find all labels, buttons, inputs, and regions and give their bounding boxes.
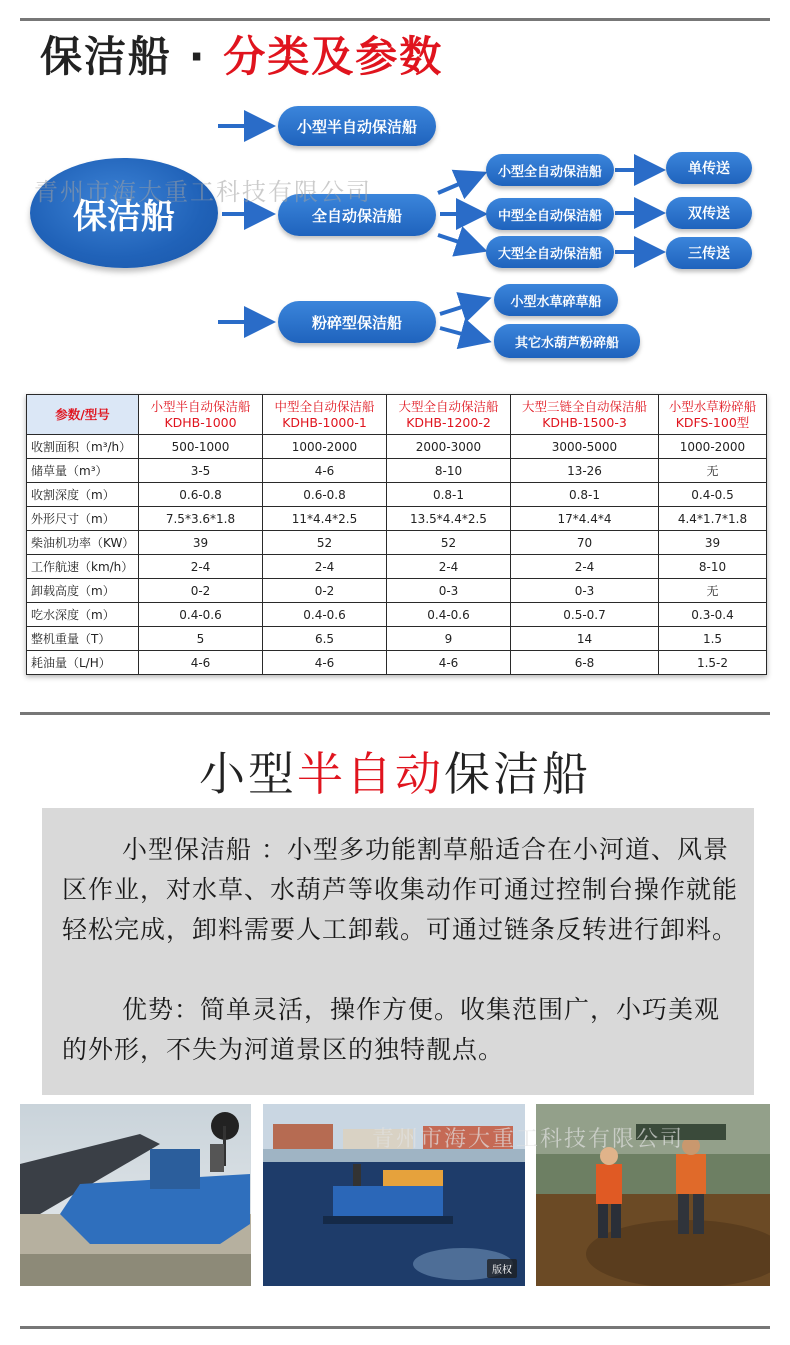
arrow-to-full-large xyxy=(438,235,480,249)
description-paragraph-1: 小型保洁船 ：小型多功能割草船适合在小河道、风景区作业，对水草、水葫芦等收集动作可通过控制台操作就能轻松完成，卸料需要人工卸载。可通过链条反转进行卸料。 xyxy=(62,835,739,944)
table-cell: 6-8 xyxy=(511,651,659,675)
table-cell: 4-6 xyxy=(263,651,387,675)
photo-boat-on-land xyxy=(20,1104,251,1286)
node-full-mid: 中型全自动保洁船 xyxy=(486,198,614,230)
title-red-part: 分类及参数 xyxy=(223,32,444,81)
table-cell: 2000-3000 xyxy=(387,435,511,459)
table-cell: 4.4*1.7*1.8 xyxy=(659,507,767,531)
watermark-photos: 青州市海大重工科技有限公司 xyxy=(372,1127,685,1152)
table-cell: 39 xyxy=(139,531,263,555)
row-param-label: 工作航速（km/h） xyxy=(27,555,139,579)
title-black-part: 保洁船 · xyxy=(40,32,224,81)
arrow-to-crush-other xyxy=(440,328,484,340)
table-cell: 13-26 xyxy=(511,459,659,483)
table-cell: 7.5*3.6*1.8 xyxy=(139,507,263,531)
column-header: 中型全自动保洁船 KDHB-1000-1 xyxy=(263,395,387,435)
table-row xyxy=(27,579,767,603)
table-cell: 4-6 xyxy=(263,459,387,483)
table-row xyxy=(27,627,767,651)
table-row xyxy=(27,531,767,555)
title2-red-part: 半自动 xyxy=(297,747,444,801)
table-cell: 2-4 xyxy=(387,555,511,579)
table-cell: 11*4.4*2.5 xyxy=(263,507,387,531)
table-cell: 13.5*4.4*2.5 xyxy=(387,507,511,531)
table-cell: 5 xyxy=(139,627,263,651)
table-body xyxy=(27,435,767,675)
node-semi-auto: 小型半自动保洁船 xyxy=(278,106,436,146)
node-crush-small: 小型水草碎草船 xyxy=(494,284,618,316)
column-header: 小型水草粉碎船 KDFS-100型 xyxy=(659,395,767,435)
watermark-diagram: 青州市海大重工科技有限公司 xyxy=(34,178,372,206)
node-crusher: 粉碎型保洁船 xyxy=(278,301,436,343)
table-cell: 0.4-0.5 xyxy=(659,483,767,507)
table-cell: 0.8-1 xyxy=(387,483,511,507)
table-header-row xyxy=(27,395,767,435)
table-cell: 70 xyxy=(511,531,659,555)
table-cell: 2-4 xyxy=(139,555,263,579)
table-cell: 39 xyxy=(659,531,767,555)
table-cell: 3000-5000 xyxy=(511,435,659,459)
table-row xyxy=(27,603,767,627)
table-cell: 8-10 xyxy=(659,555,767,579)
node-triple: 三传送 xyxy=(666,237,752,269)
table-cell: 0.6-0.8 xyxy=(139,483,263,507)
table-row xyxy=(27,459,767,483)
table-cell: 17*4.4*4 xyxy=(511,507,659,531)
arrow-to-crush-small xyxy=(440,300,484,314)
node-crush-other: 其它水葫芦粉碎船 xyxy=(494,324,640,358)
table-cell: 0-3 xyxy=(387,579,511,603)
title2-part-b: 保洁船 xyxy=(444,747,591,801)
table-cell: 1000-2000 xyxy=(659,435,767,459)
row-param-label: 外形尺寸（m） xyxy=(27,507,139,531)
table-row xyxy=(27,483,767,507)
table-cell: 1000-2000 xyxy=(263,435,387,459)
table-cell: 3-5 xyxy=(139,459,263,483)
row-param-label: 卸载高度（m） xyxy=(27,579,139,603)
table-cell: 52 xyxy=(263,531,387,555)
table-cell: 9 xyxy=(387,627,511,651)
description-box xyxy=(42,808,754,1095)
table-cell: 1.5-2 xyxy=(659,651,767,675)
top-divider xyxy=(20,18,770,21)
section-title-semi-auto xyxy=(0,738,790,804)
table-cell: 0-3 xyxy=(511,579,659,603)
table-cell: 1.5 xyxy=(659,627,767,651)
row-param-label: 柴油机功率（KW） xyxy=(27,531,139,555)
table-cell: 0-2 xyxy=(139,579,263,603)
node-single: 单传送 xyxy=(666,152,752,184)
table-cell: 无 xyxy=(659,579,767,603)
table-cell: 4-6 xyxy=(387,651,511,675)
table-corner-cell: 参数/型号 xyxy=(27,395,139,435)
table-cell: 无 xyxy=(659,459,767,483)
row-param-label: 收割深度（m） xyxy=(27,483,139,507)
node-full-large: 大型全自动保洁船 xyxy=(486,236,614,268)
row-param-label: 储草量（m³） xyxy=(27,459,139,483)
row-param-label: 整机重量（T） xyxy=(27,627,139,651)
description-paragraph-2: 优势：简单灵活，操作方便。收集范围广，小巧美观的外形，不失为河道景区的独特靓点。 xyxy=(62,995,721,1064)
table-cell: 0.4-0.6 xyxy=(387,603,511,627)
table-cell: 6.5 xyxy=(263,627,387,651)
table-row xyxy=(27,651,767,675)
middle-divider xyxy=(20,712,770,715)
title2-part-a: 小型 xyxy=(199,747,297,801)
table-cell: 500-1000 xyxy=(139,435,263,459)
table-cell: 0.8-1 xyxy=(511,483,659,507)
table-cell: 0.6-0.8 xyxy=(263,483,387,507)
table-cell: 4-6 xyxy=(139,651,263,675)
table-cell: 0-2 xyxy=(263,579,387,603)
copyright-badge: 版权 xyxy=(487,1259,517,1278)
node-full-auto: 全自动保洁船 xyxy=(278,194,436,236)
table-cell: 8-10 xyxy=(387,459,511,483)
table-cell: 0.4-0.6 xyxy=(263,603,387,627)
node-double: 双传送 xyxy=(666,197,752,229)
table-cell: 52 xyxy=(387,531,511,555)
row-param-label: 收割面积（m³/h） xyxy=(27,435,139,459)
table-cell: 14 xyxy=(511,627,659,651)
arrow-to-full-small xyxy=(438,175,480,193)
row-param-label: 耗油量（L/H） xyxy=(27,651,139,675)
spec-table xyxy=(26,394,767,675)
root-node: 保洁船 xyxy=(30,158,218,268)
table-cell: 0.5-0.7 xyxy=(511,603,659,627)
table-cell: 2-4 xyxy=(263,555,387,579)
table-cell: 0.3-0.4 xyxy=(659,603,767,627)
row-param-label: 吃水深度（m） xyxy=(27,603,139,627)
classification-diagram xyxy=(0,90,790,380)
table-row xyxy=(27,555,767,579)
table-row xyxy=(27,435,767,459)
node-full-small: 小型全自动保洁船 xyxy=(486,154,614,186)
column-header: 大型三链全自动保洁船 KDHB-1500-3 xyxy=(511,395,659,435)
column-header: 大型全自动保洁船 KDHB-1200-2 xyxy=(387,395,511,435)
column-header: 小型半自动保洁船 KDHB-1000 xyxy=(139,395,263,435)
table-cell: 0.4-0.6 xyxy=(139,603,263,627)
section-title-classification xyxy=(40,24,443,84)
table-row xyxy=(27,507,767,531)
table-cell: 2-4 xyxy=(511,555,659,579)
bottom-divider xyxy=(20,1326,770,1329)
boat-on-land-image xyxy=(20,1104,251,1286)
